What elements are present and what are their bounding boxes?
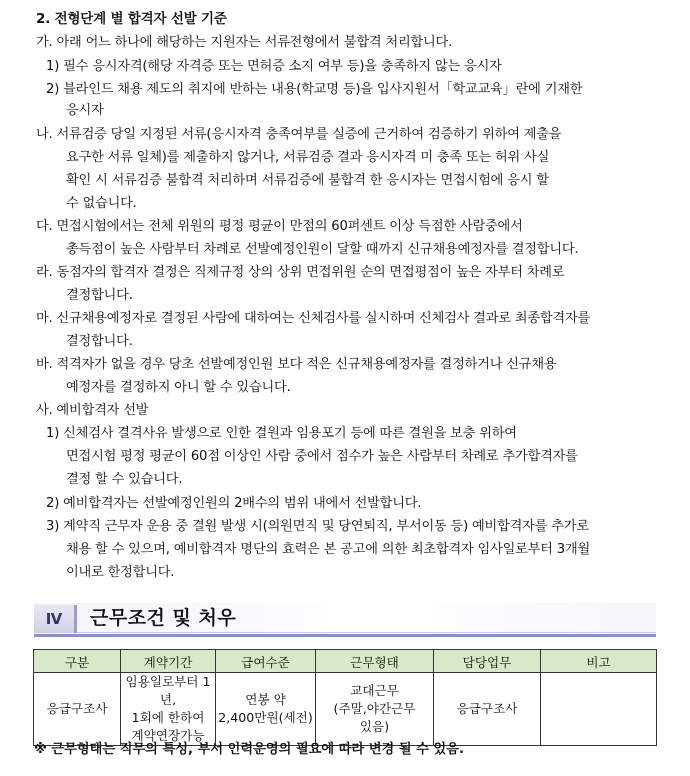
table-header-row (34, 650, 657, 673)
header-salary: 급여수준 (216, 650, 316, 673)
item-na: 나. 서류검증 당일 지정된 서류(응시자격 충족여부를 실증에 근거하여 검증하기 위하여 제출을 (36, 127, 562, 142)
item-da-cont: 총득점이 높은 사람부터 차례로 선발예정인원이 달할 때까지 신규채용예정자를 결정합니다. (66, 242, 579, 257)
cell-work-type (316, 673, 434, 746)
cell-salary (216, 673, 316, 746)
header-duty: 담당업무 (434, 650, 541, 673)
cell-work-type-line-3: 있음) (359, 719, 390, 734)
item-sa-3-cont-1: 채용 할 수 있으며, 예비합격자 명단의 효력은 본 공고에 의한 최초합격자 임사일로부터 3개월 (66, 542, 591, 557)
item-ga-1: 1) 필수 응시자격(해당 자격증 또는 면허증 소지 여부 등)을 충족하지 않는 응시자 (46, 59, 502, 74)
cell-period (121, 673, 216, 746)
cell-duty: 응급구조사 (434, 673, 541, 746)
banner-divider (34, 634, 656, 637)
item-sa-1: 1) 신체검사 결격사유 발생으로 인한 결원과 임용포기 등에 따른 결원을 보충 위하여 (46, 426, 517, 441)
header-work-type: 근무형태 (316, 650, 434, 673)
cell-salary-line-2: 2,400만원(세전) (218, 710, 313, 725)
work-conditions-table (33, 649, 657, 746)
header-period: 계약기간 (121, 650, 216, 673)
cell-work-type-line-2: (주말,야간근무 (333, 701, 416, 716)
item-ga-2: 2) 블라인드 채용 제도의 취지에 반하는 내용(학교명 등)을 입사지원서「학교교육」란에 기재한 (46, 82, 583, 97)
item-na-cont-3: 수 없습니다. (66, 196, 137, 211)
item-na-cont-2: 확인 시 서류검증 불합격 처리하며 서류검증에 불합격 한 응시자는 면접시험에 응시 할 (66, 173, 549, 188)
item-ga-2-cont: 응시자 (66, 103, 104, 118)
item-sa: 사. 예비합격자 선발 (36, 403, 149, 418)
item-sa-1-cont-2: 결정 할 수 있습니다. (66, 472, 183, 487)
footnote: ※ 근무형태는 직무의 특성, 부서 인력운영의 필요에 따라 변경 될 수 있음. (34, 742, 465, 757)
item-ra: 라. 동점자의 합격자 결정은 직제규정 상의 상위 면접위원 순의 면접평점이 높은 자부터 차례로 (36, 265, 565, 280)
header-remark: 비고 (541, 650, 657, 673)
item-sa-2: 2) 예비합격자는 선발예정인원의 2배수의 범위 내에서 선발합니다. (46, 496, 422, 511)
cell-period-line-1: 임용일로부터 1년, (125, 674, 211, 707)
cell-work-type-line-1: 교대근무 (350, 683, 399, 698)
section-heading: 근무조건 및 처우 (90, 607, 237, 629)
item-sa-1-cont-1: 면접시험 평정 평균이 60점 이상인 사람 중에서 점수가 높은 사람부터 차례로 추가합격자를 (66, 449, 578, 464)
item-ma-cont: 결정합니다. (66, 334, 133, 349)
section-number-badge: Ⅳ (34, 605, 77, 633)
cell-remark (541, 673, 657, 746)
item-ma: 마. 신규채용예정자로 결정된 사람에 대하여는 신체검사를 실시하며 신체검사 결과로 최종합격자를 (36, 311, 591, 326)
item-na-cont-1: 요구한 서류 일체)를 제출하지 않거나, 서류검증 결과 응시자격 미 충족 또는 허위 사실 (66, 150, 550, 165)
cell-period-line-2: 1회에 한하여 (131, 710, 205, 725)
item-da: 다. 면접시험에서는 전체 위원의 평정 평균이 만점의 60퍼센트 이상 득점한 사람중에서 (36, 219, 523, 234)
section-title: 2. 전형단계 별 합격자 선발 기준 (36, 11, 227, 27)
header-category: 구분 (34, 650, 121, 673)
item-ra-cont: 결정합니다. (66, 288, 133, 303)
cell-salary-line-1: 연봉 약 (245, 692, 286, 707)
item-ba-cont: 예정자를 결정하지 아니 할 수 있습니다. (66, 380, 291, 395)
cell-period-line-3: 계약연장가능 (131, 728, 205, 743)
item-sa-3: 3) 계약직 근무자 운용 중 결원 발생 시(의원면직 및 당연퇴직, 부서이동 등) 예비합격자를 추가로 (46, 519, 589, 534)
cell-category: 응급구조사 (34, 673, 121, 746)
table-row (34, 673, 657, 746)
item-sa-3-cont-2: 이내로 한정합니다. (66, 565, 175, 580)
item-ba: 바. 적격자가 없을 경우 당초 선발예정인원 보다 적은 신규채용예정자를 결정하거나 신규채용 (36, 357, 557, 372)
item-ga: 가. 아래 어느 하나에 해당하는 지원자는 서류전형에서 불합격 처리합니다. (36, 35, 453, 50)
section-banner (34, 603, 656, 637)
